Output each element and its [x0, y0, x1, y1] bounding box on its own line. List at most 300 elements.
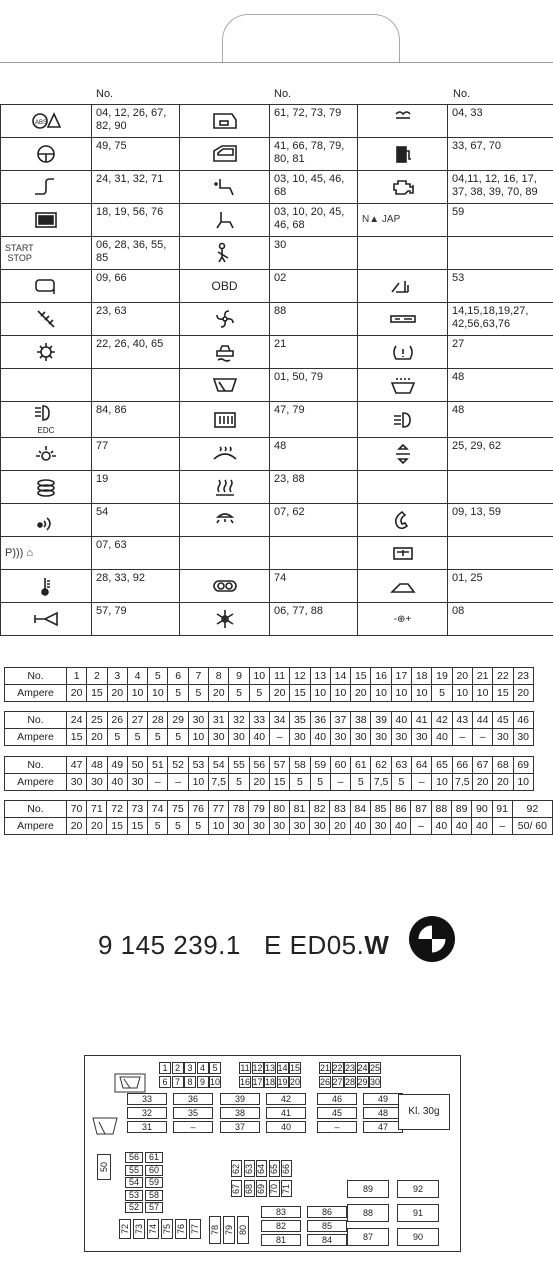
fuse-slot: 62 [231, 1160, 242, 1177]
fuse-number-cell: 47 [67, 757, 87, 774]
ampere-label: Ampere [5, 729, 67, 746]
ampere-cell: 10 [127, 685, 147, 702]
fuse-numbers: 01, 25 [448, 570, 553, 603]
antenna-icon [1, 504, 92, 537]
ampere-cell: 20 [351, 685, 371, 702]
ampere-cell: 30 [351, 729, 371, 746]
fuse-slot: 47 [363, 1121, 403, 1133]
fuse-slot: – [173, 1121, 213, 1133]
fuse-slot: 68 [244, 1180, 255, 1197]
fuse-slot: 10 [210, 1077, 221, 1087]
fuse-slot: 25 [370, 1063, 381, 1073]
fuse-number-cell: 75 [168, 801, 188, 818]
abs-warning-icon [1, 105, 92, 138]
fuse-number-cell: 14 [330, 668, 350, 685]
fuse-number-cell: 6 [168, 668, 188, 685]
fuse-number-cell: 72 [107, 801, 127, 818]
radio-icon [358, 303, 448, 336]
ampere-cell: 20 [107, 685, 127, 702]
fuse-numbers: 54 [92, 504, 180, 537]
ampere-row [5, 685, 534, 702]
fuse-number-cell: 22 [493, 668, 513, 685]
ampere-cell: 20 [66, 818, 86, 835]
ampere-cell: 40 [350, 818, 370, 835]
fuse-number-cell: 48 [87, 757, 107, 774]
fuse-number-cell: 54 [209, 757, 229, 774]
fuse-number-cell: 74 [148, 801, 168, 818]
fuse-number-cell: 37 [330, 712, 350, 729]
symbol-row [1, 537, 553, 570]
speaker-icon [1, 471, 92, 504]
ampere-cell: 30 [289, 818, 309, 835]
ampere-cell: 5 [168, 685, 188, 702]
fuse-numbers: 22, 26, 40, 65 [92, 336, 180, 369]
fuse-number-cell: 51 [148, 757, 168, 774]
fuse-slot: 77 [189, 1219, 201, 1239]
fuse-number-cell: 42 [432, 712, 452, 729]
fuse-number-cell: 36 [310, 712, 330, 729]
symbol-row [1, 570, 553, 603]
fuse-numbers: 53 [448, 270, 553, 303]
fuse-number-cell: 34 [269, 712, 289, 729]
fuse-slot: 32 [127, 1107, 167, 1119]
ampere-cell: 20 [67, 685, 87, 702]
seat-adjust-icon [180, 204, 270, 237]
symbol-row [1, 105, 553, 138]
door-lock-icon [180, 105, 270, 138]
fuse-number-cell: 89 [451, 801, 471, 818]
ampere-cell: 30 [269, 818, 289, 835]
fuse-number-cell: 2 [87, 668, 107, 685]
fuse-slot: 13 [265, 1063, 276, 1073]
fuse-slot: 83 [261, 1206, 301, 1218]
ampere-cell: 20 [209, 685, 229, 702]
folder-tab [222, 14, 400, 62]
fuse-slot: 22 [332, 1063, 343, 1073]
fuse-slot: 21 [320, 1063, 331, 1073]
ampere-label: Ampere [5, 818, 67, 835]
fuse-slot: 17 [252, 1077, 263, 1087]
ampere-cell: 10 [513, 774, 533, 791]
fuse-slot: 14 [277, 1063, 288, 1073]
ampere-cell: – [168, 774, 188, 791]
fuse-number-cell: 57 [269, 757, 289, 774]
sunroof-icon [358, 537, 448, 570]
shock-absorber-icon [1, 303, 92, 336]
fuse-slot: 5 [209, 1062, 221, 1074]
ampere-cell: 40 [472, 818, 492, 835]
fuse-slot: 8 [184, 1076, 196, 1088]
ampere-cell: 7,5 [371, 774, 391, 791]
fuse-slot: 19 [277, 1077, 288, 1087]
fuse-number-cell: 78 [229, 801, 249, 818]
ampere-cell: 30 [330, 729, 350, 746]
seat-heating-icon [180, 171, 270, 204]
fuse-slot: 81 [261, 1234, 301, 1246]
fuse-slot: 70 [269, 1180, 280, 1197]
fuse-numbers: 33, 67, 70 [448, 138, 553, 171]
fuse-number-cell: 5 [148, 668, 168, 685]
fuse-symbol-table [0, 104, 553, 636]
fuse-slot: 39 [220, 1093, 260, 1105]
socket-icon: -⊕+ [358, 603, 448, 636]
fuse-number-cell: 43 [452, 712, 472, 729]
fuse-number-cell: 12 [290, 668, 310, 685]
fuse-numbers: 59 [448, 204, 553, 237]
fuse-numbers: 01, 50, 79 [270, 369, 358, 402]
instrument-cluster-icon [180, 570, 270, 603]
fuse-number-cell: 52 [168, 757, 188, 774]
fuse-number-cell: 11 [269, 668, 289, 685]
ampere-cell: 20 [87, 818, 107, 835]
fuse-number-cell: 25 [87, 712, 107, 729]
fuse-numbers: 09, 66 [92, 270, 180, 303]
fuse-number-cell: 20 [452, 668, 472, 685]
fuse-number-cell: 39 [371, 712, 391, 729]
fuse-numbers: 19 [92, 471, 180, 504]
empty-icon-cell [358, 471, 448, 504]
fusebox-diagram [84, 1055, 461, 1252]
fuse-slot: 42 [266, 1093, 306, 1105]
fuse-number-row [5, 757, 534, 774]
ampere-cell: 5 [168, 729, 188, 746]
ampere-cell: 20 [513, 685, 533, 702]
rear-defrost-icon [180, 402, 270, 438]
fuse-number-cell: 86 [391, 801, 411, 818]
fuse-numbers: 04, 12, 26, 67, 82, 90 [92, 105, 180, 138]
fuse-slot: 76 [175, 1219, 187, 1239]
fuse-numbers: 21 [270, 336, 358, 369]
fuse-numbers: 48 [448, 402, 553, 438]
fuse-slot: 65 [269, 1160, 280, 1177]
fuse-number-cell: 7 [188, 668, 208, 685]
fuse-number-row [5, 712, 534, 729]
symbol-row [1, 471, 553, 504]
fuse-slot: 31 [127, 1121, 167, 1133]
fuse-numbers: 14,15,18,19,27, 42,56,63,76 [448, 303, 553, 336]
ampere-cell: – [472, 729, 492, 746]
fuse-number-row [5, 668, 534, 685]
washer-fluid-icon [358, 369, 448, 402]
fuse-numbers [448, 237, 553, 270]
fuse-number-cell: 18 [412, 668, 432, 685]
fuse-number-cell: 50 [127, 757, 147, 774]
ampere-cell: 5 [127, 729, 147, 746]
symbol-row [1, 204, 553, 237]
fuse-numbers: 48 [448, 369, 553, 402]
symbol-row [1, 438, 553, 471]
fuse-numbers: 74 [270, 570, 358, 603]
fuse-numbers: 04,11, 12, 16, 17, 37, 38, 39, 70, 89 [448, 171, 553, 204]
ampere-cell: – [452, 729, 472, 746]
fuse-numbers: 48 [270, 438, 358, 471]
fuse-number-cell: 62 [371, 757, 391, 774]
fuse-slot: 58 [145, 1190, 163, 1201]
ampere-cell: 15 [290, 685, 310, 702]
fuse-slot: 4 [197, 1062, 209, 1074]
fuse-slot: 27 [332, 1077, 343, 1087]
fuse-slot: 26 [320, 1077, 331, 1087]
ampere-cell: 10 [310, 685, 330, 702]
fuse-slot: 73 [133, 1219, 145, 1239]
fuse-numbers: 84, 86 [92, 402, 180, 438]
fuse-number-cell: 61 [351, 757, 371, 774]
ampere-cell: 30 [391, 729, 411, 746]
wiper-symbol-icon [91, 1114, 119, 1138]
fuse-slot: 79 [223, 1216, 235, 1244]
ampere-label: Ampere [5, 685, 67, 702]
fuse-number-cell: 69 [513, 757, 533, 774]
navigation-icon: N▲ JAP [358, 204, 448, 237]
ampere-table [4, 667, 534, 702]
ampere-cell: 30 [209, 729, 229, 746]
ampere-cell: 5 [107, 729, 127, 746]
ampere-cell: 5 [249, 685, 269, 702]
rear-wiper-symbol-icon [113, 1072, 147, 1094]
fuse-number-cell: 9 [229, 668, 249, 685]
fuse-number-cell: 32 [229, 712, 249, 729]
fuse-number-cell: 68 [493, 757, 513, 774]
part-number-code: E ED05. [264, 930, 365, 960]
fuse-slot: 71 [281, 1180, 292, 1197]
fuse-number-cell: 92 [512, 801, 552, 818]
fuse-number-cell: 64 [412, 757, 432, 774]
headlight-icon: EDC [1, 402, 92, 438]
ampere-cell: 10 [188, 774, 208, 791]
mirror-icon [1, 270, 92, 303]
fuse-slot: 55 [125, 1165, 143, 1176]
fuse-number-cell: 26 [107, 712, 127, 729]
fuse-number-cell: 19 [432, 668, 452, 685]
symbol-row [1, 369, 553, 402]
fuse-number-cell: 24 [67, 712, 87, 729]
ampere-cell: 5 [229, 774, 249, 791]
fuse-slot: – [317, 1121, 357, 1133]
ampere-cell: 5 [432, 685, 452, 702]
ampere-cell: 5 [310, 774, 330, 791]
fuse-slot: 45 [317, 1107, 357, 1119]
ampere-cell: 15 [107, 818, 127, 835]
fuse-slot: 53 [125, 1190, 143, 1201]
ampere-table [4, 711, 534, 746]
symbol-row [1, 237, 553, 270]
fuse-numbers: 06, 77, 88 [270, 603, 358, 636]
fuse-slot: 92 [397, 1180, 439, 1198]
ampere-cell: 15 [67, 729, 87, 746]
ampere-cell: 30 [229, 729, 249, 746]
airbag-icon [180, 237, 270, 270]
fuse-slot: 69 [256, 1180, 267, 1197]
fuse-number-cell: 13 [310, 668, 330, 685]
empty-icon-cell [1, 369, 92, 402]
fuse-slot: 12 [252, 1063, 263, 1073]
temperature-icon [1, 570, 92, 603]
fuse-slot: 23 [345, 1063, 356, 1073]
fuse-numbers: 61, 72, 73, 79 [270, 105, 358, 138]
fuse-numbers: 09, 13, 59 [448, 504, 553, 537]
ampere-cell: 30 [229, 818, 249, 835]
fuse-number-cell: 23 [513, 668, 533, 685]
fuse-slot: 67 [231, 1180, 242, 1197]
fuse-number-cell: 1 [67, 668, 87, 685]
fuse-number-cell: 81 [289, 801, 309, 818]
symbol-row [1, 603, 553, 636]
fuse-number-cell: 53 [188, 757, 208, 774]
ampere-label: Ampere [5, 774, 67, 791]
ampere-cell: 10 [391, 685, 411, 702]
fuse-slot: 24 [357, 1063, 368, 1073]
fuse-slot: 3 [184, 1062, 196, 1074]
fuse-slot: 41 [266, 1107, 306, 1119]
fuse-number-cell: 71 [87, 801, 107, 818]
fuse-numbers [92, 369, 180, 402]
no-label: No. [5, 712, 67, 729]
empty-icon-cell [358, 237, 448, 270]
fuse-number-cell: 35 [290, 712, 310, 729]
ampere-table [4, 800, 553, 835]
fuse-numbers: 03, 10, 45, 46, 68 [270, 171, 358, 204]
fuse-slot: 63 [244, 1160, 255, 1177]
fuse-numbers: 03, 10, 20, 45, 46, 68 [270, 204, 358, 237]
svg-text:ABS: ABS [35, 120, 48, 126]
fuse-slot: 35 [173, 1107, 213, 1119]
ampere-cell: 7,5 [209, 774, 229, 791]
fuse-number-cell: 46 [513, 712, 533, 729]
ampere-cell: 30 [290, 729, 310, 746]
fuse-slot: 49 [363, 1093, 403, 1105]
fuse-number-cell: 16 [371, 668, 391, 685]
fuse-slot: 2 [172, 1062, 184, 1074]
fuse-slot: 33 [127, 1093, 167, 1105]
empty-icon-cell [180, 537, 270, 570]
reading-light-icon [180, 504, 270, 537]
ampere-cell: – [330, 774, 350, 791]
ampere-cell: 10 [330, 685, 350, 702]
fuse-slot: 90 [397, 1228, 439, 1246]
stability-control-icon [180, 336, 270, 369]
fuse-slot: 61 [145, 1152, 163, 1163]
ampere-cell: 30 [127, 774, 147, 791]
ampere-cell: 5 [188, 818, 208, 835]
fuse-numbers: 07, 62 [270, 504, 358, 537]
symbol-row [1, 504, 553, 537]
ampere-cell: 10 [452, 685, 472, 702]
fuse-numbers: 23, 88 [270, 471, 358, 504]
ampere-cell: 30 [371, 729, 391, 746]
fuse-numbers: 27 [448, 336, 553, 369]
fuse-slot: 57 [145, 1202, 163, 1213]
fan-icon [180, 303, 270, 336]
fuse-numbers: 08 [448, 603, 553, 636]
no-header-2: No. [274, 88, 292, 100]
fuse-number-row [5, 801, 553, 818]
ampere-cell: 5 [229, 685, 249, 702]
ampere-cell: 40 [431, 818, 451, 835]
fuse-slot: 30 [370, 1077, 381, 1087]
window-adjust-icon [358, 438, 448, 471]
fuse-number-cell: 44 [472, 712, 492, 729]
ampere-cell: 20 [87, 729, 107, 746]
bmw-logo-icon [408, 915, 456, 963]
fuse-slot: 37 [220, 1121, 260, 1133]
convertible-top-icon [358, 570, 448, 603]
ampere-cell: – [412, 774, 432, 791]
ampere-cell: 15 [127, 818, 147, 835]
ampere-cell: 30 [87, 774, 107, 791]
fuse-number-cell: 8 [209, 668, 229, 685]
ampere-cell: 20 [493, 774, 513, 791]
fuse-slot: 59 [145, 1177, 163, 1188]
ampere-cell: 40 [310, 729, 330, 746]
fuse-slot: 20 [290, 1077, 301, 1087]
ac-snowflake-icon [180, 603, 270, 636]
no-label: No. [5, 757, 67, 774]
fuse-slot: 11 [240, 1063, 250, 1073]
ampere-cell: 30 [249, 818, 269, 835]
interior-light-icon [1, 438, 92, 471]
fuse-slot: 50 [97, 1154, 111, 1180]
fuse-slot: 64 [256, 1160, 267, 1177]
ampere-cell: 40 [432, 729, 452, 746]
fuse-numbers: 30 [270, 237, 358, 270]
fuse-number-cell: 10 [249, 668, 269, 685]
ampere-cell: 30 [370, 818, 390, 835]
fuse-number-cell: 3 [107, 668, 127, 685]
fuse-number-cell: 41 [412, 712, 432, 729]
fuse-number-cell: 30 [188, 712, 208, 729]
symbol-row [1, 138, 553, 171]
part-number-main: 9 145 239.1 [98, 930, 241, 960]
kl30g-terminal: Kl. 30g [398, 1094, 450, 1130]
ampere-cell: 10 [432, 774, 452, 791]
park-distance-icon: P))) ⌂ [1, 537, 92, 570]
fuse-number-cell: 77 [208, 801, 228, 818]
fuse-slot: 6 [159, 1076, 171, 1088]
ampere-cell: 10 [371, 685, 391, 702]
no-header-1: No. [96, 88, 114, 100]
fuse-number-cell: 21 [472, 668, 492, 685]
headlight-range-icon [358, 402, 448, 438]
fuse-number-cell: 91 [492, 801, 512, 818]
fuse-numbers: 49, 75 [92, 138, 180, 171]
fuse-numbers: 02 [270, 270, 358, 303]
fuse-number-cell: 82 [310, 801, 330, 818]
fuse-slot: 16 [240, 1077, 251, 1087]
ampere-cell: 40 [249, 729, 269, 746]
fuse-number-cell: 88 [431, 801, 451, 818]
fuse-slot: 54 [125, 1177, 143, 1188]
ampere-cell: 40 [107, 774, 127, 791]
fuse-number-cell: 84 [350, 801, 370, 818]
fuse-numbers: 04, 33 [448, 105, 553, 138]
fuse-number-cell: 87 [411, 801, 431, 818]
symbol-row [1, 171, 553, 204]
ampere-cell: 20 [269, 685, 289, 702]
fuse-number-cell: 17 [391, 668, 411, 685]
ampere-cell: 30 [412, 729, 432, 746]
ampere-row [5, 729, 534, 746]
fuse-slot: 88 [347, 1204, 389, 1222]
ampere-cell: 20 [472, 774, 492, 791]
fuse-slot: 75 [161, 1219, 173, 1239]
windshield-heat-icon [180, 438, 270, 471]
fuse-numbers [448, 537, 553, 570]
fuse-numbers: 88 [270, 303, 358, 336]
fuse-slot: 80 [237, 1216, 249, 1244]
ampere-cell: 30 [310, 818, 330, 835]
fuse-slot: 1 [159, 1062, 171, 1074]
ampere-cell: 5 [188, 685, 208, 702]
